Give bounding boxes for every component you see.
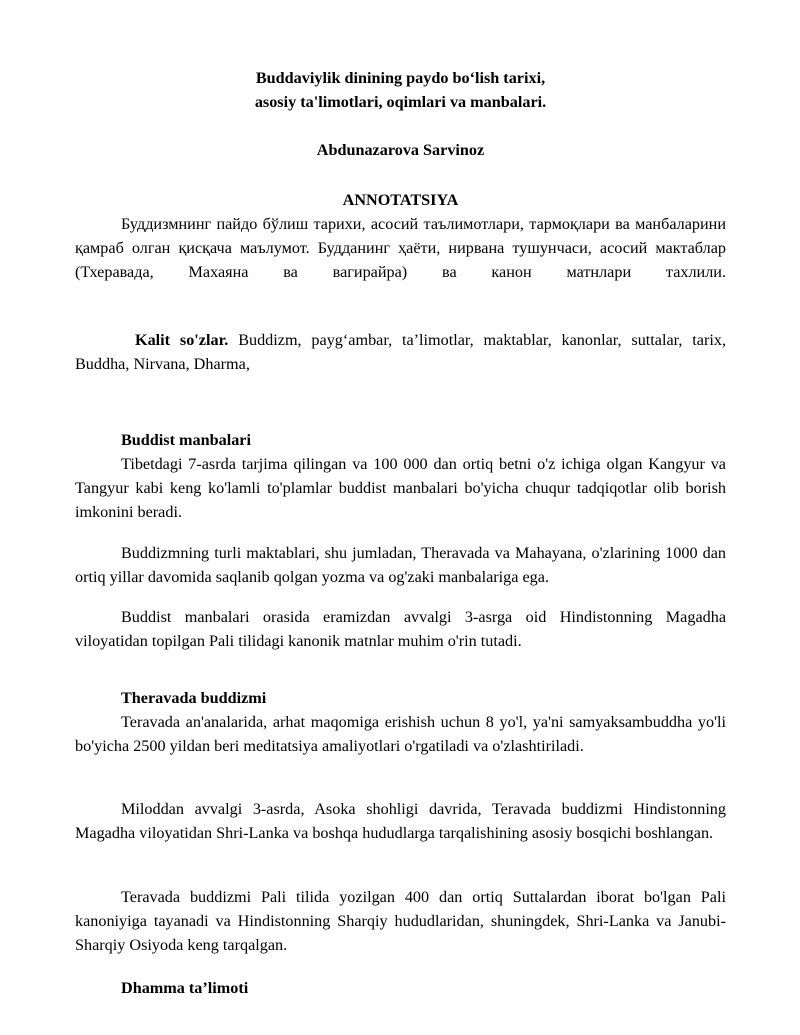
section1-paragraph-2: Buddizmning turli maktablari, shu jumladan, Theravada va Mahayana, o'zlarining 1000 dan ortiq yillar davomida saqlanib qolgan yozma va og'zaki manbalariga ega. (75, 544, 726, 586)
section-heading-buddist-manbalari: Buddist manbalari (121, 431, 251, 449)
keywords-paragraph (75, 328, 726, 376)
annotation-paragraph: Буддизмнинг пайдо бўлиш тарихи, асосий таълимотлари, тармоқлари ва манбаларини қамраб олган қисқача маълумот. Будданинг ҳаёти, нирвана тушунчаси, асосий мактаблар (Тхеравада, Махаяна ва вагирайра) ва канон матнлари тахлили. (75, 215, 726, 281)
section2-paragraph-3: Teravada buddizmi Pali tilida yozilgan 400 dan ortiq Suttalardan iborat bo'lgan Pali kanoniyiga tayanadi va Hindistonning Sharqiy hududlaridan, shuningdek, Shri-Lanka va Janubi-Sharqiy Osiyoda keng tarqalgan. (75, 888, 726, 954)
section2-paragraph-2: Miloddan avvalgi 3-asrda, Asoka shohligi davrida, Teravada buddizmi Hindistonning Magadha viloyatidan Shri-Lanka va boshqa hududlarga tarqalishining asosiy bosqichi boshlangan. (75, 800, 726, 842)
section1-paragraph-1: Tibetdagi 7-asrda tarjima qilingan va 100 000 dan ortiq betni o'z ichiga olgan Kangyur va Tangyur kabi keng ko'lamli to'plamlar buddist manbalari bo'yicha chuqur tadqiqotlar olib borish imkonini beradi. (75, 455, 726, 521)
keywords-label: Kalit so'zlar. (135, 331, 229, 349)
keywords-text: Buddizm, paygʻambar, ta’limotlar, maktablar, kanonlar, suttalar, tarix, Buddha, Nirvana, Dharma, (75, 331, 726, 373)
section2-paragraph-1: Teravada an'analarida, arhat maqomiga erishish uchun 8 yo'l, ya'ni samyaksambuddha yo'li bo'yicha 2500 yildan beri meditatsiya amaliyotlari o'rgatiladi va o'zlashtiriladi. (75, 713, 726, 755)
section-heading-theravada: Theravada buddizmi (121, 689, 267, 707)
section-heading-dhamma: Dhamma ta’limoti (121, 979, 249, 997)
annotation-heading: ANNOTATSIYA (342, 191, 459, 209)
document-title-line-1: Buddaviylik dinining paydo boʻlish tarixi, (255, 69, 546, 87)
document-title-line-2: asosiy ta'limotlari, oqimlari va manbalari. (254, 93, 547, 111)
section1-paragraph-3: Buddist manbalari orasida eramizdan avvalgi 3-asrga oid Hindistonning Magadha viloyatidan topilgan Pali tilidagi kanonik matnlar muhim o'rin tutadi. (75, 608, 726, 650)
author-name: Abdunazarova Sarvinoz (316, 141, 485, 159)
